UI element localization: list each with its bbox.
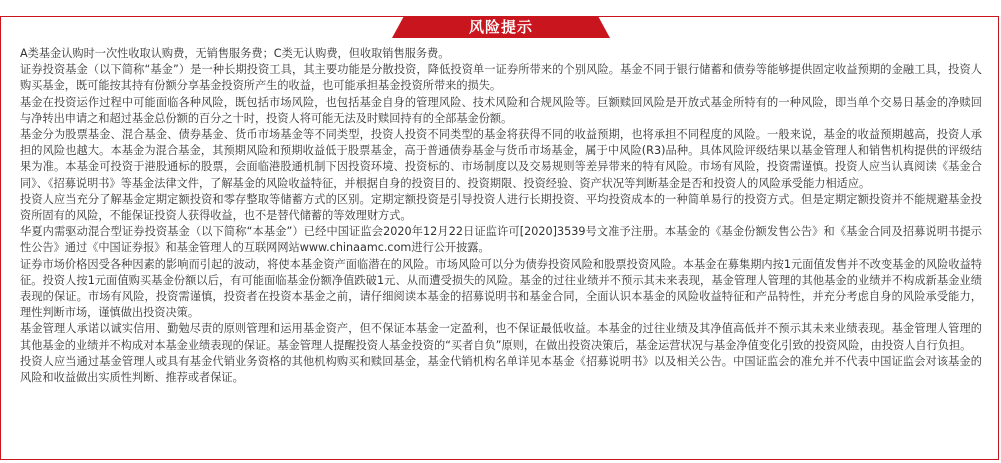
paragraph-fee-classes: A类基金认购时一次性收取认购费，无销售服务费；C类无认购费，但收取销售服务费。 (20, 47, 450, 60)
risk-notice-title: 风险提示 (468, 18, 533, 36)
risk-notice-title-tab (392, 16, 610, 38)
paragraph-fund-definition: 证券投资基金（以下简称“基金”）是一种长期投资工具，其主要功能是分散投资，降低投资单一证券所带来的个别风险。基金不同于银行储蓄和债券等能够提供固定收益预期的金融工具，投资人购买基金，既可能按其持有份额分享基金投资所产生的收益，也可能承担基金投资所带来的损失。 (20, 63, 982, 93)
risk-notice-content (20, 46, 982, 386)
paragraph-operating-risks: 基金在投资运作过程中可能面临各种风险，既包括市场风险，也包括基金自身的管理风险、技术风险和合规风险等。巨额赎回风险是开放式基金所特有的一种风险，即当单个交易日基金的净赎回与净转出申请之和超过基金总份额的百分之十时，投资人将可能无法及时赎回持有的全部基金份额。 (20, 95, 982, 125)
paragraph-fixed-investment: 投资人应当充分了解基金定期定额投资和零存整取等储蓄方式的区别。定期定额投资是引导投资人进行长期投资、平均投资成本的一种简单易行的投资方式。但是定期定额投资并不能规避基金投资所固有的风险，不能保证投资人获得收益，也不是替代储蓄的等效理财方式。 (20, 192, 982, 223)
paragraph-fund-types-risk-level: 基金分为股票基金、混合基金、债券基金、货币市场基金等不同类型，投资人投资不同类型的基金将获得不同的收益预期，也将承担不同程度的风险。一般来说，基金的收益预期越高，投资人承担的风险也越大。本基金为混合基金，其预期风险和预期收益低于股票基金，高于普通债券基金与货币市场基金，属于中风险(R3)品种。具体风险评级结果以基金管理人和销售机构提供的评级结果为准。本基金可投资于港股通标的股票，会面临港股通机制下因投资环境、投资标的、市场制度以及交易规则等差异带来的特有风险。市场有风险，投资需谨慎。投资人应当认真阅读《基金合同》、《招募说明书》等基金法律文件，了解基金的风险收益特征，并根据自身的投资目的、投资期限、投资经验、资产状况等判断基金是否和投资人的风险承受能力相适应。 (20, 128, 982, 190)
paragraph-manager-commitment: 基金管理人承诺以诚实信用、勤勉尽责的原则管理和运用基金资产，但不保证本基金一定盈利，也不保证最低收益。本基金的过往业绩及其净值高低并不预示其未来业绩表现。基金管理人管理的其他基金的业绩并不构成对本基金业绩表现的保证。基金管理人提醒投资人基金投资的“买者自负”原则，在做出投资决策后，基金运营状况与基金净值变化引致的投资风险，由投资人自行负担。 (20, 322, 982, 352)
paragraph-purchase-channels: 投资人应当通过基金管理人或具有基金代销业务资格的其他机构购买和赎回基金，基金代销机构名单详见本基金《招募说明书》以及相关公告。中国证监会的准允并不代表中国证监会对该基金的风险和收益做出实质性判断、推荐或者保证。 (20, 354, 982, 385)
paragraph-market-risk: 证券市场价格因受各种因素的影响而引起的波动，将使本基金资产面临潜在的风险。市场风险可以分为债券投资风险和股票投资风险。本基金在募集期内按1元面值发售并不改变基金的风险收益特征。投资人按1元面值购买基金份额以后，有可能面临基金份额净值跌破1元、从而遭受损失的风险。基金的过往业绩并不预示其未来表现，基金管理人管理的其他基金的业绩并不构成新基金业绩表现的保证。市场有风险，投资需谨慎，投资者在投资本基金之前，请仔细阅读本基金的招募说明书和基金合同，全面认识本基金的风险收益特征和产品特性，并充分考虑自身的风险承受能力，理性判断市场，谨慎做出投资决策。 (20, 257, 982, 320)
paragraph-registration: 华夏内需驱动混合型证券投资基金（以下简称“本基金”）已经中国证监会2020年12月22日证监许可[2020]3539号文准予注册。本基金的《基金份额发售公告》和《基金合同及招募说明书提示性公告》通过《中国证券报》和基金管理人的互联网网站www.chinaamc.com进行公开披露。 (20, 225, 982, 255)
